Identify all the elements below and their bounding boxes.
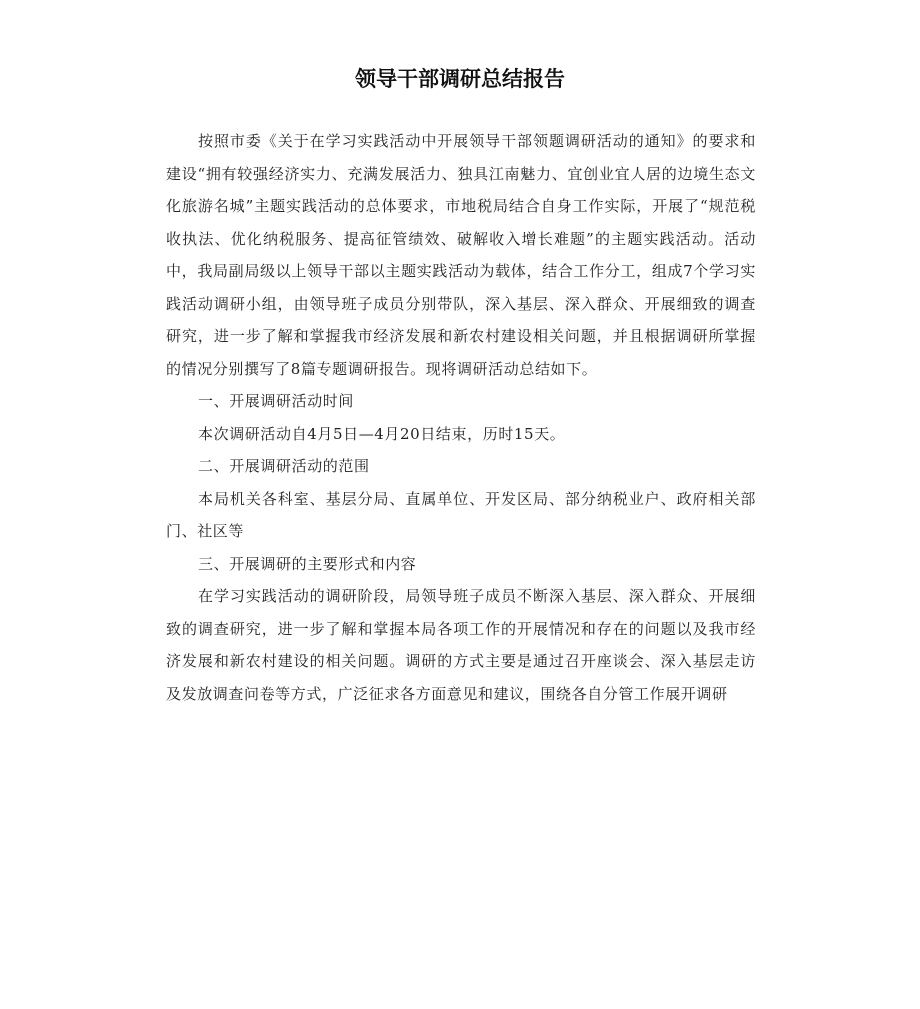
section-heading-scope: 二、开展调研活动的范围: [198, 457, 370, 475]
intro-paragraph: 按照市委《关于在学习实践活动中开展领导干部领题调研活动的通知》的要求和建设“拥有较强经济实力、充满发展活力、独具江南魅力、宜创业宜人居的边境生态文化旅游名城”主题实践活动的总体要求，市地税局结合自身工作实际，开展了“规范税收执法、优化纳税服务、提高征管绩效、破解收入增长难题”的主题实践活动。活动中，我局副局级以上领导干部以主题实践活动为载体，结合工作分工，组成7个学习实践活动调研小组，由领导班子成员分别带队，深入基层、深入群众、开展细致的调查研究，进一步了解和掌握我市经济发展和新农村建设相关问题，并且根据调研所掌握的情况分别撰写了8篇专题调研报告。现将调研活动总结如下。: [166, 132, 756, 378]
time-paragraph: 本次调研活动自4月5日—4月20日结束，历时15天。: [198, 424, 566, 443]
document-title: 领导干部调研总结报告: [355, 67, 565, 91]
form-paragraph: 在学习实践活动的调研阶段，局领导班子成员不断深入基层、深入群众、开展细致的调查研究，进一步了解和掌握本局各项工作的开展情况和存在的问题以及我市经济发展和新农村建设的相关问题。调研的方式主要是通过召开座谈会、深入基层走访及发放调查问卷等方式，广泛征求各方面意见和建议，围绕各自分管工作展开调研: [166, 587, 756, 703]
section-heading-time: 一、开展调研活动时间: [198, 392, 355, 410]
document-body: [166, 125, 756, 710]
scope-paragraph: 本局机关各科室、基层分局、直属单位、开发区局、部分纳税业户、政府相关部门、社区等: [166, 489, 756, 540]
section-heading-form: 三、开展调研的主要形式和内容: [198, 554, 417, 573]
